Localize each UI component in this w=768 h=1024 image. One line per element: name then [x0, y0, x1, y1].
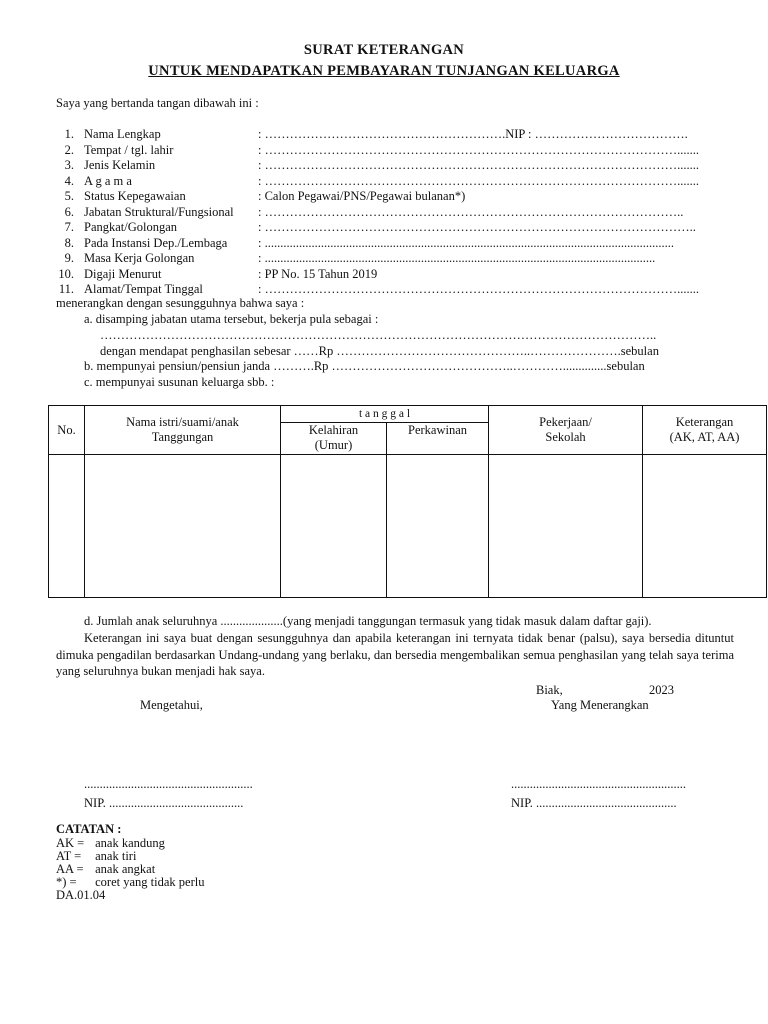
col-header-pekerjaan-line1: Pekerjaan/ [539, 415, 592, 429]
table-cell-keterangan[interactable] [643, 455, 767, 598]
field-number: 10. [58, 267, 74, 281]
field-number: 8. [64, 236, 74, 250]
col-header-keterangan-line1: Keterangan [675, 415, 734, 429]
field-label: A g a m a [84, 174, 132, 188]
statement-lead: menerangkan dengan sesungguhnya bahwa saya : [56, 296, 305, 310]
table-header-row [49, 406, 767, 423]
notes-title: CATATAN : [56, 822, 122, 836]
col-header-pekerjaan [489, 406, 643, 455]
field-label: Status Kepegawaian [84, 189, 186, 203]
col-header-pekerjaan-line2: Sekolah [545, 430, 586, 444]
signature-right-name-line[interactable]: ........................................................ [511, 777, 686, 791]
field-value[interactable]: : ………………………………………………….NIP : ………………………………. [258, 127, 688, 141]
col-header-kelahiran [281, 423, 387, 455]
document-code: DA.01.04 [56, 888, 106, 902]
field-value[interactable]: : ……………………………………………………………………………………….. [258, 205, 684, 219]
field-value[interactable]: : PP No. 15 Tahun 2019 [258, 267, 378, 281]
field-tempat-tgl-lahir [56, 142, 736, 158]
field-number: 7. [64, 220, 74, 234]
field-label: Jenis Kelamin [84, 158, 156, 172]
item-d-jumlah-anak[interactable]: d. Jumlah anak seluruhnya ....................(yang menjadi tanggungan termasuk yang tidak masuk dalam daftar gaji). [84, 614, 652, 628]
field-masa-kerja [56, 250, 736, 266]
field-alamat [56, 281, 736, 297]
field-number: 11. [58, 282, 74, 296]
field-value[interactable]: : ………………………………………………………………………………………....... [258, 282, 699, 296]
field-value[interactable]: : ................................................................................................................................... [258, 236, 674, 250]
statement-a-income[interactable]: dengan mendapat penghasilan sebesar ……Rp ………………………………………..………………….sebulan [100, 344, 659, 358]
field-pangkat-golongan [56, 219, 736, 235]
statement-item-a: a. disamping jabatan utama tersebut, bekerja pula sebagai : [84, 312, 379, 326]
statement-a-dots[interactable]: …………………………………………………………………………………………………………………….. [100, 328, 657, 342]
field-number: 9. [64, 251, 74, 265]
col-header-nama [85, 406, 281, 455]
notes-code: AK = [56, 836, 85, 850]
col-header-nama-line2: Tanggungan [151, 430, 214, 444]
field-instansi [56, 235, 736, 251]
notes-code: *) = [56, 875, 77, 889]
field-label: Tempat / tgl. lahir [84, 143, 174, 157]
family-table [48, 405, 767, 598]
signature-left-name-line[interactable]: ...................................................... [84, 777, 253, 791]
notes-text: anak angkat [95, 862, 156, 876]
field-value[interactable]: : ………………………………………………………………………………………....... [258, 174, 699, 188]
field-jabatan [56, 204, 736, 220]
col-header-perkawinan: Perkawinan [387, 423, 489, 455]
signature-place: Biak, [536, 683, 563, 697]
table-row [49, 455, 767, 598]
field-number: 4. [64, 174, 74, 188]
signature-left-nip[interactable]: NIP. ........................................... [84, 796, 244, 810]
page-title: SURAT KETERANGAN [303, 42, 465, 58]
field-number: 3. [64, 158, 74, 172]
field-label: Pangkat/Golongan [84, 220, 178, 234]
field-label: Nama Lengkap [84, 127, 161, 141]
col-header-tanggal: t a n g g a l [281, 406, 489, 423]
field-jenis-kelamin [56, 157, 736, 173]
closing-paragraph: Keterangan ini saya buat dengan sesungguhnya dan apabila keterangan ini ternyata tidak benar (palsu), saya bersedia dituntut dimuka pengadilan berdasarkan Undang-undang yang berlaku, dan bersedia mengembalikan semua penghasilan yang telah saya terima yang seluruhnya bukan menjadi hak saya. [56, 631, 734, 678]
notes-text: anak tiri [95, 849, 137, 863]
field-label: Masa Kerja Golongan [84, 251, 195, 265]
signature-left-title: Mengetahui, [140, 698, 203, 712]
col-header-keterangan [643, 406, 767, 455]
field-number: 5. [64, 189, 74, 203]
statement-item-c: c. mempunyai susunan keluarga sbb. : [84, 375, 275, 389]
table-cell-nama[interactable] [85, 455, 281, 598]
table-cell-perkawinan[interactable] [387, 455, 489, 598]
field-digaji-menurut [56, 266, 736, 282]
field-label: Jabatan Struktural/Fungsional [84, 205, 234, 219]
field-number: 1. [64, 127, 74, 141]
col-header-nama-line1: Nama istri/suami/anak [126, 415, 239, 429]
field-value[interactable]: : ………………………………………………………………………………………....... [258, 143, 699, 157]
signature-right-title: Yang Menerangkan [551, 698, 649, 712]
field-value[interactable]: : ............................................................................................................................. [258, 251, 656, 265]
col-header-no: No. [49, 406, 85, 455]
field-nama-lengkap [56, 126, 736, 142]
notes-code: AT = [56, 849, 82, 863]
col-header-kelahiran-line1: Kelahiran [308, 423, 359, 437]
intro-text: Saya yang bertanda tangan dibawah ini : [56, 96, 259, 110]
signature-year: 2023 [649, 683, 674, 697]
field-value[interactable]: : ………………………………………………………………………………………....... [258, 158, 699, 172]
col-header-kelahiran-line2: (Umur) [314, 438, 353, 452]
statement-item-b[interactable]: b. mempunyai pensiun/pensiun janda ……….Rp ……………………………………..…………..............sebulan [84, 359, 645, 373]
field-agama [56, 173, 736, 189]
field-label: Alamat/Tempat Tinggal [84, 282, 203, 296]
field-value[interactable]: : ………………………………………………………………………………………….. [258, 220, 696, 234]
col-header-keterangan-line2: (AK, AT, AA) [669, 430, 740, 444]
table-cell-kelahiran[interactable] [281, 455, 387, 598]
field-label: Digaji Menurut [84, 267, 162, 281]
field-number: 2. [64, 143, 74, 157]
field-number: 6. [64, 205, 74, 219]
table-cell-no[interactable] [49, 455, 85, 598]
page-subtitle: UNTUK MENDAPATKAN PEMBAYARAN TUNJANGAN KELUARGA [148, 63, 620, 79]
field-label: Pada Instansi Dep./Lembaga [84, 236, 228, 250]
signature-right-nip[interactable]: NIP. ............................................. [511, 796, 677, 810]
notes-code: AA = [56, 862, 84, 876]
notes-text: coret yang tidak perlu [95, 875, 205, 889]
table-cell-pekerjaan[interactable] [489, 455, 643, 598]
field-value[interactable]: : Calon Pegawai/PNS/Pegawai bulanan*) [258, 189, 466, 203]
notes-text: anak kandung [95, 836, 165, 850]
field-status-kepegawaian [56, 188, 736, 204]
